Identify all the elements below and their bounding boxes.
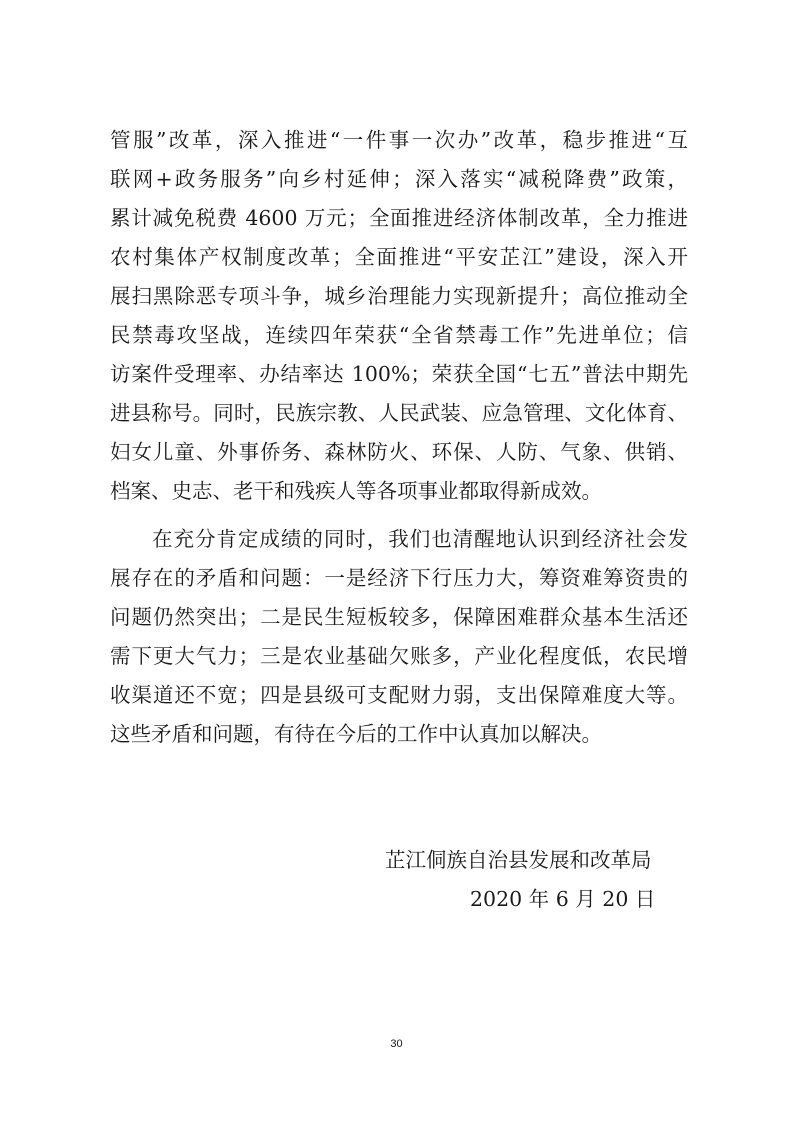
text-line: 在充分肯定成绩的同时，我们也清醒地认识到经济社会发 [152,527,688,551]
signature-organization: 芷江侗族自治县发展和改革局 [385,848,652,872]
text-line: 这些矛盾和问题，有待在今后的工作中认真加以解决。 [110,722,602,746]
text-line: 收渠道还不宽；四是县级可支配财力弱，支出保障难度大等。 [110,683,688,707]
text-line: 民禁毒攻坚战，连续四年荣获“全省禁毒工作”先进单位；信 [110,323,688,347]
text-line: 访案件受理率、办结率达 100%；荣获全国“七五”普法中期先 [110,362,688,386]
text-line: 需下更大气力；三是农业基础欠账多，产业化程度低，农民增 [110,644,688,668]
text-line: 累计减免税费 4600 万元；全面推进经济体制改革，全力推进 [110,206,688,230]
text-line: 管服”改革，深入推进“一件事一次办”改革，稳步推进“互 [110,128,688,152]
text-line: 进县称号。同时，民族宗教、人民武装、应急管理、文化体育、 [110,401,688,425]
page-number: 30 [390,1038,403,1050]
text-line: 展存在的矛盾和问题：一是经济下行压力大，筹资难筹资贵的 [110,566,688,590]
text-line: 妇女儿童、外事侨务、森林防火、环保、人防、气象、供销、 [110,440,688,464]
text-line: 农村集体产权制度改革；全面推进“平安芷江”建设，深入开 [110,245,688,269]
text-line: 展扫黑除恶专项斗争，城乡治理能力实现新提升；高位推动全 [110,284,688,308]
text-line: 问题仍然突出；二是民生短板较多，保障困难群众基本生活还 [110,605,688,629]
text-line: 联网+政务服务”向乡村延伸；深入落实“减税降费”政策， [110,167,688,191]
text-line: 档案、史志、老干和残疾人等各项事业都取得新成效。 [110,479,602,503]
signature-date: 2020 年 6 月 20 日 [470,887,656,911]
